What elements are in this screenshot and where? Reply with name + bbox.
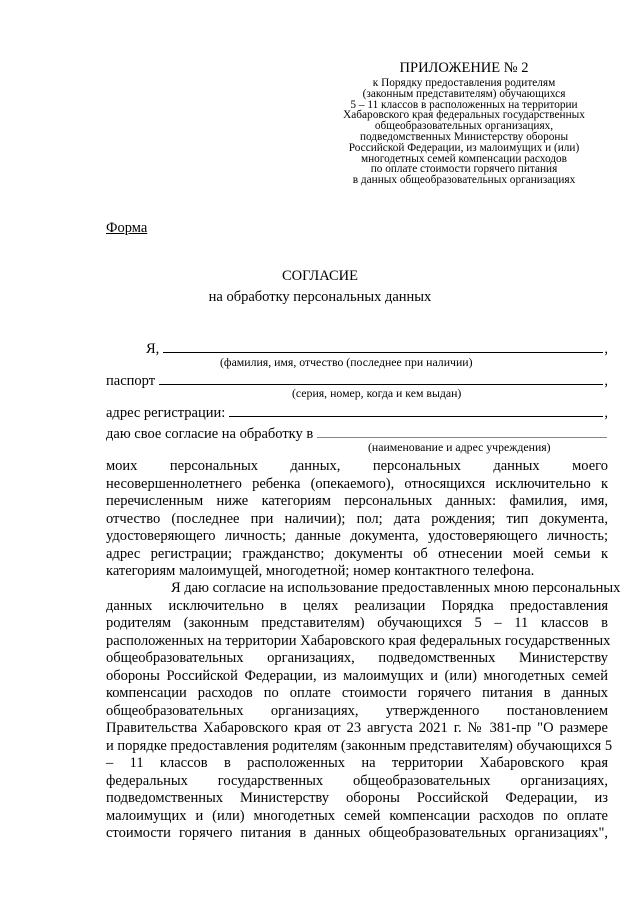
appendix-header [320, 60, 608, 186]
comma: , [604, 341, 608, 357]
appendix-line: подведомственных Министерству обороны [359, 130, 569, 143]
appendix-title: ПРИЛОЖЕНИЕ № 2 [399, 60, 529, 76]
appendix-line: Российской Федерации, из малоимущих и (или) [348, 141, 580, 154]
name-label: Я, [146, 341, 160, 357]
paragraph-line: стоимости горячего питания в данных общеобразовательных организациях", [106, 825, 608, 841]
paragraph-line: и порядке предоставления родителям (законным представителям) обучающихся 5 [106, 737, 613, 754]
paragraph-line: адрес регистрации; гражданство; документы об отнесении моей семьи к [106, 545, 608, 562]
address-label: адрес регистрации: [106, 405, 226, 421]
document-title: СОГЛАСИЕ [281, 268, 359, 284]
comma: , [604, 405, 608, 421]
paragraph-line: федеральных государственных общеобразовательных организациях, [106, 772, 608, 789]
paragraph-line: несовершеннолетнего ребенка (опекаемого), относящихся исключительно к [106, 475, 608, 492]
paragraph-line: общеобразовательных организациях, подведомственных Министерству [106, 650, 608, 666]
paragraph-line: отчество (последнее при наличии); пол; дата рождения; тип документа, [106, 510, 608, 527]
passport-label: паспорт [106, 373, 156, 389]
name-hint: (фамилия, имя, отчество (последнее при наличии) [220, 355, 473, 369]
paragraph-line: малоимущих и (или) многодетных семей компенсации расходов по оплате [106, 807, 608, 824]
paragraph-line: Правительства Хабаровского края от 23 августа 2021 г. № 381-пр "О размере [106, 720, 608, 736]
paragraph-line: моих персональных данных, персональных данных моего [106, 458, 608, 474]
passport-blank[interactable] [159, 371, 603, 385]
document-subtitle: на обработку персональных данных [208, 289, 432, 305]
appendix-line: многодетных семей компенсации расходов [360, 152, 568, 165]
paragraph-line: удостоверяющего личность; данные документа, удостоверяющего личность; [106, 528, 608, 544]
appendix-line: (законным представителям) обучающихся [362, 87, 566, 100]
passport-hint: (серия, номер, когда и кем выдан) [292, 386, 462, 400]
name-blank[interactable] [163, 339, 603, 353]
appendix-line: по оплате стоимости горячего питания [370, 163, 558, 176]
address-blank[interactable] [229, 403, 603, 417]
paragraph-line: общеобразовательных организациях, утвержденного постановлением [106, 702, 608, 719]
paragraph-line: родителям (законным представителям) обучающихся 5 – 11 классов в [106, 615, 608, 631]
paragraph-line: обороны Российской Федерации, из малоимущих и (или) многодетных семей [106, 667, 608, 684]
comma: , [604, 373, 608, 389]
appendix-line: в данных общеобразовательных организациях [352, 174, 576, 187]
paragraph-line: – 11 классов в расположенных на территории Хабаровского края [106, 755, 608, 771]
appendix-line: 5 – 11 классов в расположенных на территории [350, 98, 578, 111]
consent-paragraph-1 [106, 458, 608, 581]
paragraph-line: компенсации расходов по оплате стоимости горячего питания в данных [106, 685, 608, 701]
paragraph-line: данных исключительно в целях реализации Порядка предоставления [106, 597, 608, 614]
appendix-subtitle [320, 78, 608, 186]
paragraph-line: категориям малоимущей, многодетной; номер контактного телефона. [106, 563, 535, 579]
form-label: Форма [106, 220, 148, 236]
institution-hint: (наименование и адрес учреждения) [368, 440, 551, 454]
appendix-line: Хабаровского края федеральных государственных [343, 109, 585, 122]
paragraph-line: расположенных на территории Хабаровского края федеральных государственных [106, 632, 611, 649]
paragraph-line: подведомственных Министерству обороны Российской Федерации, из [106, 790, 608, 806]
address-field-row [106, 403, 608, 422]
appendix-line: общеобразовательных организациях, [374, 120, 554, 133]
appendix-line: к Порядку предоставления родителям [372, 77, 556, 89]
paragraph-line: перечисленным ниже категориям персональных данных: фамилия, имя, [106, 493, 608, 509]
paragraph-line: Я даю согласие на использование предоставленных мною персональных [171, 580, 621, 596]
institution-blank[interactable] [317, 424, 607, 438]
consent-paragraph-2 [106, 580, 621, 843]
consent-label: даю свое согласие на обработку в [106, 426, 314, 442]
